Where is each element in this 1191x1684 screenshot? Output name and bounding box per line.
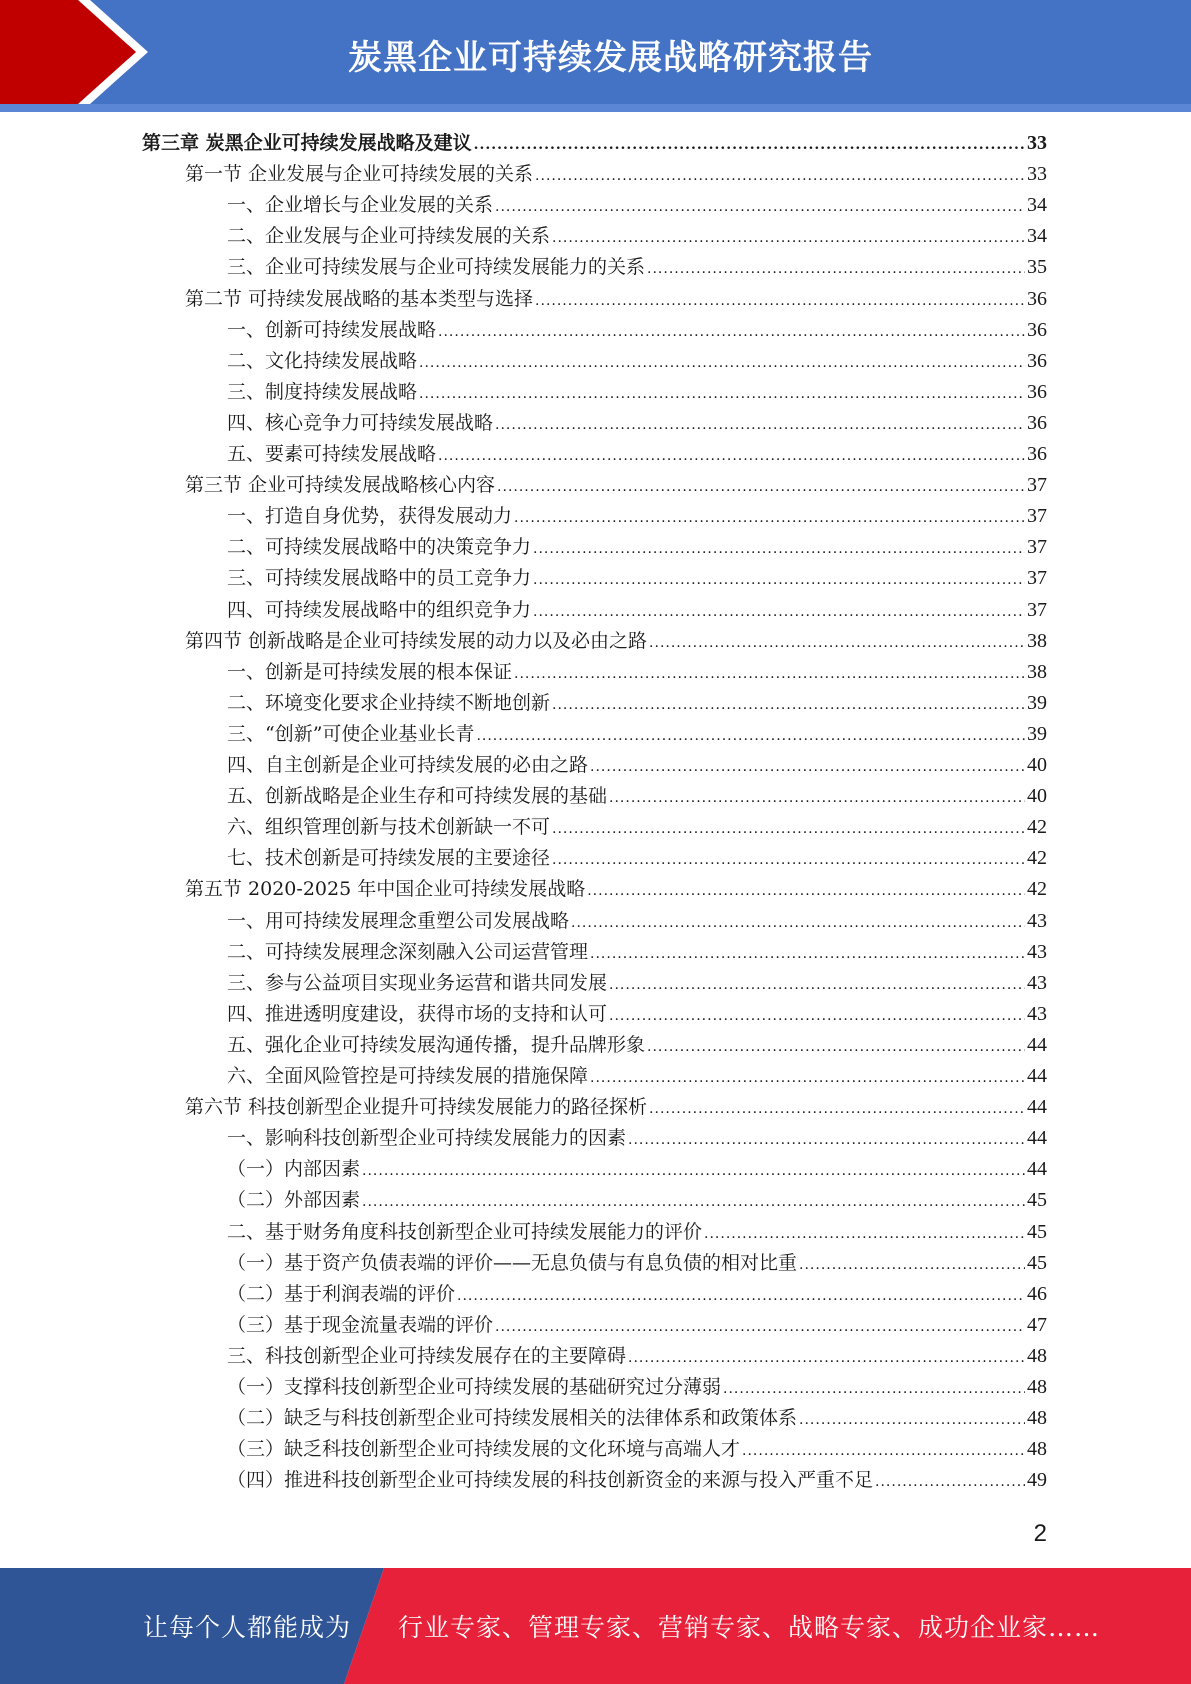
toc-entry-title: （二）缺乏与科技创新型企业可持续发展相关的法律体系和政策体系 — [227, 1407, 798, 1430]
toc-entry-page: 48 — [1027, 1344, 1047, 1367]
toc-entry[interactable] — [227, 843, 1047, 874]
toc-entry[interactable] — [185, 159, 1047, 190]
toc-leader-dots — [438, 441, 1025, 472]
toc-entry-page: 42 — [1027, 878, 1047, 901]
toc-leader-dots — [533, 565, 1025, 596]
toc-entry-title: 四、可持续发展战略中的组织竞争力 — [227, 598, 532, 621]
toc-entry-page: 36 — [1027, 380, 1047, 403]
toc-entry-page: 43 — [1027, 909, 1047, 932]
toc-leader-dots — [514, 503, 1025, 534]
toc-entry-title: 一、创新可持续发展战略 — [227, 318, 437, 341]
toc-leader-dots — [609, 783, 1025, 814]
toc-entry-page: 36 — [1027, 443, 1047, 465]
toc-entry-page: 42 — [1027, 816, 1047, 839]
toc-entry[interactable] — [227, 595, 1047, 626]
toc-entry[interactable] — [185, 626, 1047, 657]
toc-entry-title: 三、企业可持续发展与企业可持续发展能力的关系 — [227, 256, 646, 279]
toc-entry[interactable] — [227, 1341, 1047, 1372]
toc-entry[interactable] — [227, 1403, 1047, 1434]
toc-entry[interactable] — [227, 532, 1047, 563]
toc-entry-title: （三）基于现金流量表端的评价 — [227, 1313, 494, 1336]
toc-leader-dots — [875, 1467, 1025, 1498]
toc-entry-title: 第一节 企业发展与企业可持续发展的关系 — [185, 163, 534, 186]
toc-entry[interactable] — [227, 812, 1047, 843]
toc-entry-page: 37 — [1027, 598, 1047, 621]
toc-entry-page: 34 — [1027, 225, 1047, 248]
toc-entry-title: 一、企业增长与企业发展的关系 — [227, 194, 494, 217]
toc-entry[interactable] — [227, 688, 1047, 719]
toc-entry-title: 二、可持续发展理念深刻融入公司运营管理 — [227, 940, 589, 963]
toc-leader-dots — [552, 814, 1025, 845]
toc-leader-dots — [704, 1219, 1025, 1250]
toc-entry-title: （二）外部因素 — [227, 1189, 361, 1212]
toc-entry-page: 37 — [1027, 505, 1047, 528]
toc-entry-title: 一、创新是可持续发展的根本保证 — [227, 660, 513, 683]
toc-entry-page: 47 — [1027, 1313, 1047, 1336]
toc-leader-dots — [590, 1063, 1025, 1094]
toc-entry[interactable] — [185, 284, 1047, 315]
toc-entry[interactable] — [227, 781, 1047, 812]
toc-entry[interactable] — [227, 968, 1047, 999]
toc-entry[interactable] — [227, 377, 1047, 408]
toc-entry[interactable] — [227, 1248, 1047, 1279]
toc-leader-dots — [474, 130, 1025, 161]
toc-leader-dots — [647, 1032, 1025, 1063]
toc-entry-title: 二、基于财务角度科技创新型企业可持续发展能力的评价 — [227, 1220, 703, 1243]
toc-entry-title: 五、强化企业可持续发展沟通传播，提升品牌形象 — [227, 1033, 646, 1056]
toc-entry-title: 一、用可持续发展理念重塑公司发展战略 — [227, 909, 570, 932]
toc-leader-dots — [649, 1094, 1025, 1125]
toc-entry[interactable] — [227, 563, 1047, 594]
toc-leader-dots — [495, 192, 1025, 223]
toc-entry-page: 49 — [1027, 1469, 1047, 1492]
toc-entry-title: 四、核心竞争力可持续发展战略 — [227, 411, 494, 434]
toc-entry-page: 43 — [1027, 1002, 1047, 1025]
toc-entry-title: 三、科技创新型企业可持续发展存在的主要障碍 — [227, 1344, 627, 1367]
toc-entry-page: 48 — [1027, 1376, 1047, 1398]
toc-entry-title: 第六节 科技创新型企业提升可持续发展能力的路径探析 — [185, 1096, 648, 1119]
toc-entry[interactable] — [227, 1185, 1047, 1216]
toc-entry-title: 四、自主创新是企业可持续发展的必由之路 — [227, 754, 589, 776]
toc-entry-page: 34 — [1027, 194, 1047, 217]
toc-entry-page: 43 — [1027, 940, 1047, 963]
toc-entry-page: 37 — [1027, 536, 1047, 559]
toc-leader-dots — [609, 970, 1025, 1001]
toc-entry[interactable] — [227, 1123, 1047, 1154]
toc-entry-title: 一、打造自身优势，获得发展动力 — [227, 505, 513, 528]
toc-entry-page: 42 — [1027, 847, 1047, 870]
toc-entry[interactable] — [227, 1279, 1047, 1310]
toc-entry[interactable] — [227, 906, 1047, 937]
toc-entry-page: 36 — [1027, 349, 1047, 372]
toc-entry[interactable] — [227, 408, 1047, 439]
toc-entry-page: 44 — [1027, 1033, 1047, 1056]
toc-entry[interactable] — [227, 346, 1047, 377]
toc-leader-dots — [628, 1125, 1025, 1156]
toc-entry-title: 三、参与公益项目实现业务运营和谐共同发展 — [227, 971, 608, 994]
toc-leader-dots — [419, 348, 1025, 379]
toc-entry-title: （一）支撑科技创新型企业可持续发展的基础研究过分薄弱 — [227, 1376, 722, 1398]
toc-entry[interactable] — [227, 719, 1047, 750]
toc-entry-page: 44 — [1027, 1158, 1047, 1181]
toc-entry[interactable] — [227, 1217, 1047, 1248]
toc-leader-dots — [419, 379, 1025, 410]
toc-leader-dots — [497, 472, 1025, 503]
toc-leader-dots — [476, 721, 1025, 752]
toc-entry-page: 45 — [1027, 1251, 1047, 1274]
toc-entry-title: 第三章 炭黑企业可持续发展战略及建议 — [142, 132, 472, 154]
toc-entry-title: 三、可持续发展战略中的员工竞争力 — [227, 567, 532, 590]
toc-leader-dots — [438, 317, 1025, 348]
toc-entry-title: 二、可持续发展战略中的决策竞争力 — [227, 536, 532, 559]
toc-leader-dots — [552, 845, 1025, 876]
toc-entry-page: 40 — [1027, 754, 1047, 776]
toc-entry-title: 七、技术创新是可持续发展的主要途径 — [227, 847, 551, 870]
toc-entry-page: 44 — [1027, 1127, 1047, 1150]
toc-leader-dots — [799, 1250, 1025, 1281]
toc-entry-page: 36 — [1027, 411, 1047, 434]
toc-leader-dots — [535, 161, 1025, 192]
toc-entry-page: 37 — [1027, 567, 1047, 590]
toc-entry-page: 33 — [1027, 163, 1047, 186]
toc-leader-dots — [647, 254, 1025, 285]
toc-entry-title: 六、全面风险管控是可持续发展的措施保障 — [227, 1065, 589, 1087]
toc-entry-page: 39 — [1027, 691, 1047, 714]
toc-entry-title: 六、组织管理创新与技术创新缺一不可 — [227, 816, 551, 839]
toc-leader-dots — [723, 1374, 1025, 1405]
toc-entry-page: 38 — [1027, 660, 1047, 683]
toc-entry-title: 二、企业发展与企业可持续发展的关系 — [227, 225, 551, 248]
footer-slogan-left: 让每个人都能成为 — [143, 1613, 352, 1642]
toc-entry-page: 44 — [1027, 1065, 1047, 1087]
toc-leader-dots — [587, 876, 1025, 907]
toc-entry-page: 35 — [1027, 256, 1047, 279]
toc-leader-dots — [609, 1001, 1025, 1032]
toc-entry-title: 第三节 企业可持续发展战略核心内容 — [185, 474, 496, 497]
toc-entry-title: 二、环境变化要求企业持续不断地创新 — [227, 691, 551, 714]
toc-entry-page: 45 — [1027, 1220, 1047, 1243]
toc-entry-title: 第二节 可持续发展战略的基本类型与选择 — [185, 287, 534, 310]
toc-entry-title: （一）内部因素 — [227, 1158, 361, 1181]
toc-leader-dots — [533, 597, 1025, 628]
toc-entry-title: 第四节 创新战略是企业可持续发展的动力以及必由之路 — [185, 629, 648, 652]
toc-leader-dots — [649, 628, 1025, 659]
report-title: 炭黑企业可持续发展战略研究报告 — [348, 37, 873, 78]
toc-entry-title: 五、创新战略是企业生存和可持续发展的基础 — [227, 785, 608, 808]
toc-entry[interactable] — [227, 750, 1047, 781]
toc-entry-page: 48 — [1027, 1407, 1047, 1430]
footer-slogan-right: 行业专家、管理专家、营销专家、战略专家、成功企业家…… — [398, 1613, 1101, 1642]
toc-entry-page: 40 — [1027, 785, 1047, 808]
toc-entry-page: 44 — [1027, 1096, 1047, 1119]
toc-entry[interactable] — [227, 1372, 1047, 1403]
toc-entry-page: 46 — [1027, 1282, 1047, 1305]
toc-entry-title: 三、制度持续发展战略 — [227, 380, 418, 403]
page-footer — [0, 1568, 1191, 1684]
toc-entry-title: （一）基于资产负债表端的评价——无息负债与有息负债的相对比重 — [227, 1251, 798, 1274]
toc-entry[interactable] — [227, 657, 1047, 688]
toc-entry[interactable] — [185, 470, 1047, 501]
toc-leader-dots — [495, 410, 1025, 441]
toc-entry-title: 一、影响科技创新型企业可持续发展能力的因素 — [227, 1127, 627, 1150]
toc-leader-dots — [362, 1156, 1025, 1187]
toc-entry[interactable] — [142, 128, 1047, 159]
toc-entry-page: 37 — [1027, 474, 1047, 497]
toc-entry-title: 第五节 2020-2025 年中国企业可持续发展战略 — [185, 878, 586, 901]
toc-entry[interactable] — [227, 252, 1047, 283]
toc-entry-page: 39 — [1027, 722, 1047, 745]
toc-leader-dots — [535, 286, 1025, 317]
toc-entry-title: （二）基于利润表端的评价 — [227, 1282, 456, 1305]
toc-entry[interactable] — [227, 1030, 1047, 1061]
toc-leader-dots — [590, 752, 1025, 783]
toc-entry-title: 二、文化持续发展战略 — [227, 349, 418, 372]
toc-entry[interactable] — [227, 937, 1047, 968]
toc-leader-dots — [457, 1281, 1025, 1312]
toc-entry-page: 36 — [1027, 287, 1047, 310]
toc-leader-dots — [742, 1436, 1025, 1467]
toc-entry-page: 45 — [1027, 1189, 1047, 1212]
toc-entry-title: （三）缺乏科技创新型企业可持续发展的文化环境与高端人才 — [227, 1438, 741, 1461]
toc-entry[interactable] — [227, 221, 1047, 252]
toc-entry-title: 四、推进透明度建设，获得市场的支持和认可 — [227, 1002, 608, 1025]
toc-entry[interactable] — [227, 1465, 1047, 1496]
toc-entry[interactable] — [227, 439, 1047, 470]
toc-leader-dots — [799, 1405, 1025, 1436]
toc-entry-page: 36 — [1027, 318, 1047, 341]
page-number: 2 — [1033, 1520, 1047, 1547]
toc-leader-dots — [495, 1312, 1025, 1343]
toc-leader-dots — [514, 659, 1025, 690]
toc-leader-dots — [533, 534, 1025, 565]
toc-entry[interactable] — [227, 1310, 1047, 1341]
toc-leader-dots — [628, 1343, 1025, 1374]
toc-entry-title: 三、“创新”可使企业基业长青 — [227, 722, 475, 745]
toc-entry[interactable] — [227, 1154, 1047, 1185]
toc-entry[interactable] — [227, 190, 1047, 221]
page-header — [0, 0, 1191, 112]
toc-entry-page: 33 — [1027, 132, 1047, 154]
toc-entry[interactable] — [227, 1061, 1047, 1092]
toc-entry[interactable] — [227, 1434, 1047, 1465]
toc-leader-dots — [590, 939, 1025, 970]
toc-entry-page: 38 — [1027, 629, 1047, 652]
toc-entry-page: 48 — [1027, 1438, 1047, 1461]
toc-entry-title: （四）推进科技创新型企业可持续发展的科技创新资金的来源与投入严重不足 — [227, 1469, 874, 1492]
toc-entry[interactable] — [227, 999, 1047, 1030]
toc-leader-dots — [552, 690, 1025, 721]
toc-entry[interactable] — [185, 1092, 1047, 1123]
toc-entry-title: 五、要素可持续发展战略 — [227, 443, 437, 465]
toc-leader-dots — [571, 908, 1025, 939]
toc-leader-dots — [552, 223, 1025, 254]
toc-entry[interactable] — [227, 501, 1047, 532]
toc-leader-dots — [362, 1187, 1025, 1218]
toc-entry-page: 43 — [1027, 971, 1047, 994]
toc-entry[interactable] — [227, 315, 1047, 346]
toc-entry[interactable] — [185, 874, 1047, 905]
